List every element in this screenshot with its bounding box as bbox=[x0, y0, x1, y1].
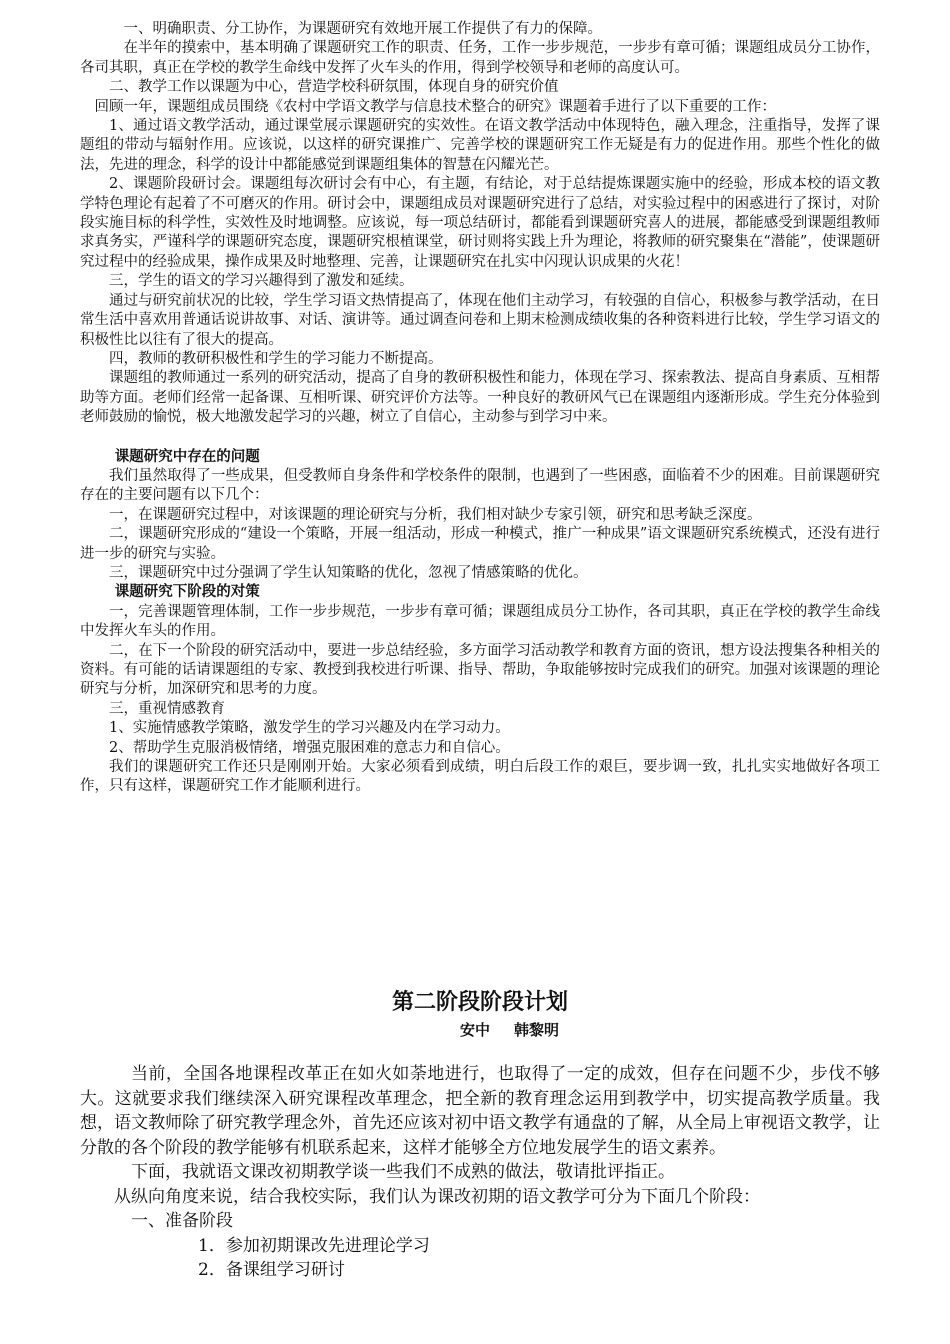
measures-paragraph: 二，在下一个阶段的研究活动中，要进一步总结经验，多方面学习活动教学和教育方面的资讯，想方设法搜集各种相关的资料。有可能的话请课题组的专家、教授到我校进行听课、指导、帮助，争取能够按时完成我们的研究。加强对该课题的理论研究与分析，加深研究和思考的力度。 bbox=[80, 642, 880, 698]
document-page bbox=[80, 20, 880, 1280]
spacer bbox=[80, 428, 880, 448]
measures-heading: 课题研究下阶段的对策 bbox=[114, 584, 260, 601]
summary-paragraph: 三，学生的语文的学习兴趣得到了激发和延续。 bbox=[109, 273, 414, 290]
summary-paragraph: 2、课题阶段研讨会。课题组每次研讨会有中心，有主题，有结论，对于总结提炼课题实施中的经验，形成本校的语文教学特色理论有起着了不可磨灭的作用。研讨会中，课题组成员对课题研究进行了总结，对实验过程中的困惑进行了探讨，对阶段实施目标的科学性，实效性及时地调整。应该说，每一项总结研讨，都能看到课题研究喜人的进展，都能感受到课题组教师求真务实，严谨科学的课题研究态度，课题研究根植课堂，研讨则将实践上升为理论，将教师的研究聚集在“潜能”，使课题研究过程中的经验成果，操作成果及时地整理、完善，让课题研究在扎实中闪现认识成果的火花！ bbox=[80, 176, 880, 270]
summary-section bbox=[80, 20, 880, 428]
plan-paragraph: 一、准备阶段 bbox=[131, 1211, 233, 1231]
summary-paragraph: 1、通过语文教学活动，通过课堂展示课题研究的实效性。在语文教学活动中体现特色，融入理念，注重指导，发挥了课题组的带动与辐射作用。应该说，以这样的研究课推广、完善学校的课题研究工作无疑是有力的促进作用。那些个性化的做法，先进的理念，科学的设计中都能感觉到课题组集体的智慧在闪耀光芒。 bbox=[80, 118, 880, 173]
summary-paragraph: 二、教学工作以课题为中心，营造学校科研氛围，体现自身的研究价值 bbox=[109, 79, 559, 96]
plan-title: 第二阶段阶段计划 bbox=[391, 990, 568, 1015]
summary-paragraph: 四，教师的教研积极性和学生的学习能力不断提高。 bbox=[109, 350, 443, 367]
problems-paragraph: 三，课题研究中过分强调了学生认知策略的优化，忽视了情感策略的优化。 bbox=[109, 564, 588, 581]
measures-paragraph: 我们的课题研究工作还只是刚刚开始。大家必须看到成绩，明白后段工作的艰巨，要步调一致，扎扎实实地做好各项工作，只有这样，课题研究工作才能顺利进行。 bbox=[80, 759, 880, 795]
plan-section bbox=[80, 1062, 880, 1283]
author-name: 韩黎明 bbox=[514, 1021, 560, 1039]
summary-paragraph: 一、明确职责、分工协作，为课题研究有效地开展工作提供了有力的保障。 bbox=[123, 21, 602, 37]
plan-author bbox=[460, 1018, 559, 1042]
measures-paragraph: 三，重视情感教育 bbox=[109, 700, 225, 717]
summary-paragraph: 通过与研究前状况的比较，学生学习语文热情提高了，体现在他们主动学习，有较强的自信心，积极参与教学活动，在日常生活中喜欢用普通话说讲故事、对话、演讲等。通过调查问卷和上期末检测成绩收集的各种资料进行比较，学生学习语文的积极性比以往有了很大的提高。 bbox=[80, 292, 880, 348]
problems-heading: 课题研究中存在的问题 bbox=[114, 448, 260, 465]
measures-paragraph: 2、帮助学生克服消极情绪，增强克服困难的意志力和自信心。 bbox=[109, 739, 510, 756]
plan-paragraph: 2．备课组学习研讨 bbox=[198, 1260, 345, 1280]
plan-paragraph: 下面，我就语文课改初期教学谈一些我们不成熟的做法，敬请批评指正。 bbox=[131, 1162, 675, 1182]
summary-paragraph: 课题组的教师通过一系列的研究活动，提高了自身的教研积极性和能力，体现在学习、探索教法、提高自身素质、互相帮助等方面。老师们经常一起备课、互相听课、研究评价方法等。一种良好的教研风气已在课题组内逐渐形成。学生充分体验到老师鼓励的愉悦，极大地激发起学习的兴趣，树立了自信心，主动参与到学习中来。 bbox=[80, 370, 880, 426]
measures-section bbox=[80, 603, 880, 797]
problems-paragraph: 二，课题研究形成的“建设一个策略，开展一组活动，形成一种模式，推广一种成果”语文课题研究系统模式，还没有进行进一步的研究与实验。 bbox=[80, 526, 880, 562]
problems-section bbox=[80, 467, 880, 583]
summary-paragraph: 回顾一年，课题组成员围绕《农村中学语文教学与信息技术整合的研究》课题着手进行了以下重要的工作： bbox=[94, 98, 776, 115]
plan-paragraph: 从纵向角度来说，结合我校实际，我们认为课改初期的语文教学可分为下面几个阶段： bbox=[114, 1186, 760, 1207]
problems-paragraph: 我们虽然取得了一些成果，但受教师自身条件和学校条件的限制，也遇到了一些困惑，面临着不少的困难。目前课题研究存在的主要问题有以下几个： bbox=[80, 467, 880, 504]
author-school: 安中 bbox=[460, 1021, 491, 1039]
summary-paragraph: 在半年的摸索中，基本明确了课题研究工作的职责、任务，工作一步步规范，一步步有章可循；课题组成员分工协作，各司其职，真正在学校的教学生命线中发挥了火车头的作用，得到学校领导和老师的高度认可。 bbox=[80, 40, 880, 76]
plan-paragraph: 当前，全国各地课程改革正在如火如荼地进行，也取得了一定的成效，但存在问题不少，步伐不够大。这就要求我们继续深入研究课程改革理念，把全新的教育理念运用到教学中，切实提高教学质量。我想，语文教师除了研究教学理念外，首先还应该对初中语文教学有通盘的了解，从全局上审视语文教学，让分散的各个阶段的教学能够有机联系起来，这样才能够全方位地发展学生的语文素养。 bbox=[80, 1064, 880, 1158]
plan-paragraph: 1．参加初期课改先进理论学习 bbox=[198, 1235, 430, 1256]
problems-paragraph: 一，在课题研究过程中，对该课题的理论研究与分析，我们相对缺少专家引领，研究和思考缺乏深度。 bbox=[109, 506, 762, 523]
measures-paragraph: 一，完善课题管理体制，工作一步步规范，一步步有章可循；课题组成员分工协作，各司其职，真正在学校的教学生命线中发挥火车头的作用。 bbox=[80, 603, 880, 640]
measures-paragraph: 1、实施情感教学策略，激发学生的学习兴趣及内在学习动力。 bbox=[109, 720, 510, 737]
